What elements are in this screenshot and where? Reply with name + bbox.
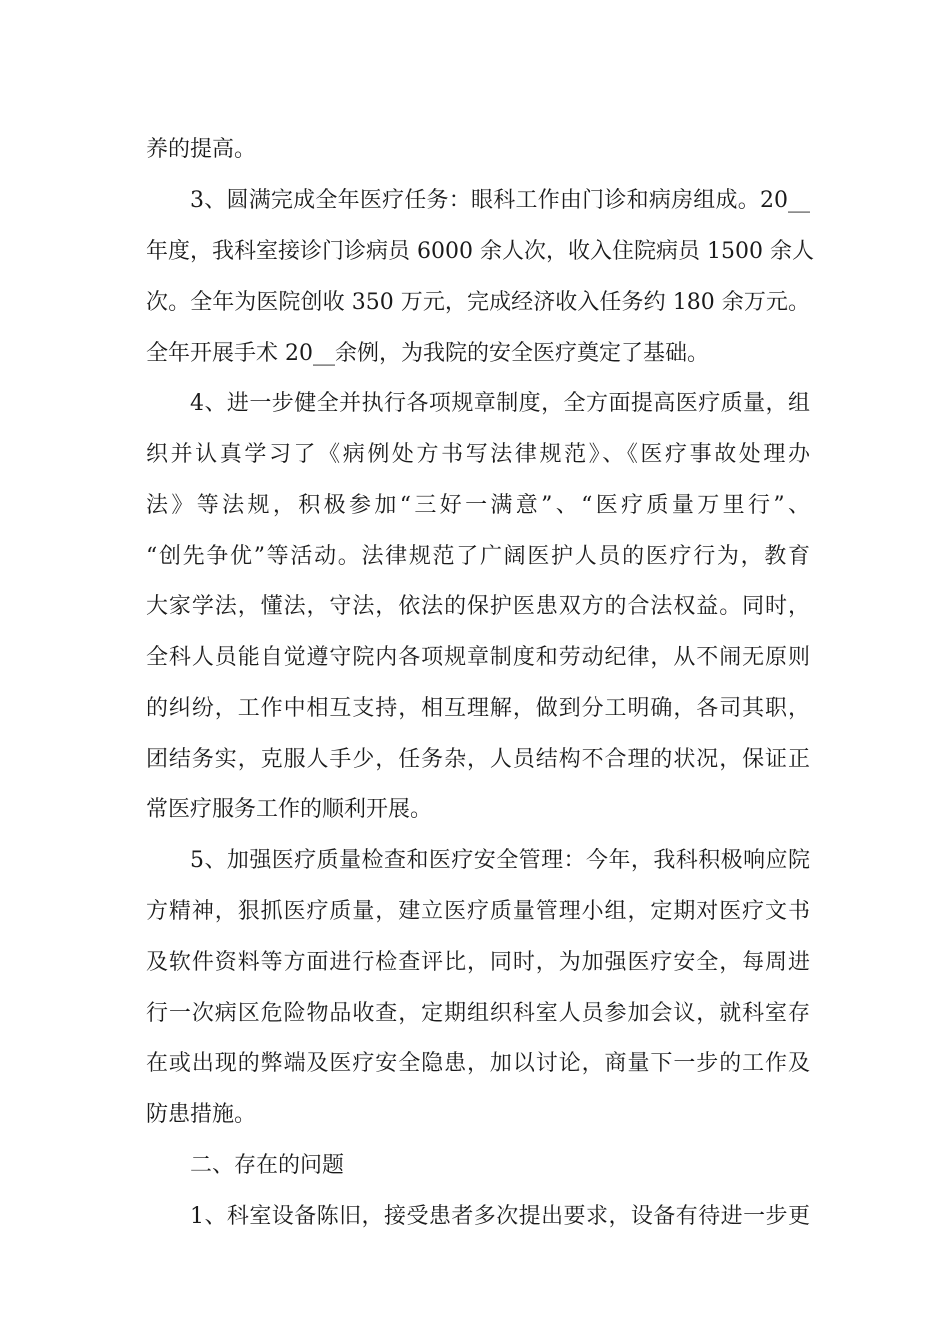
paragraph-line: 5、加强医疗质量检查和医疗安全管理：今年，我科积极响应院 [190, 848, 810, 873]
paragraph-line: 在或出现的弊端及医疗安全隐患，加以讨论，商量下一步的工作及 [146, 1051, 810, 1076]
paragraph-line: 养的提高。 [146, 137, 257, 162]
paragraph-line: 及软件资料等方面进行检查评比，同时，为加强医疗安全，每周进 [146, 950, 810, 975]
paragraph-line: 4、进一步健全并执行各项规章制度，全方面提高医疗质量，组 [190, 391, 810, 416]
paragraph-line: 法》等法规，积极参加“三好一满意”、“医疗质量万里行”、 [146, 493, 810, 518]
paragraph-line: 团结务实，克服人手少，任务杂，人员结构不合理的状况，保证正 [146, 747, 810, 772]
paragraph-line: 全年开展手术 20__余例，为我院的安全医疗奠定了基础。 [146, 341, 709, 366]
paragraph-line: 行一次病区危险物品收查，定期组织科室人员参加会议，就科室存 [146, 1001, 810, 1026]
paragraph-line: 的纠纷，工作中相互支持，相互理解，做到分工明确，各司其职， [146, 696, 810, 721]
paragraph-line: 次。全年为医院创收 350 万元，完成经济收入任务约 180 余万元。 [146, 290, 810, 315]
paragraph-line: 大家学法，懂法，守法，依法的保护医患双方的合法权益。同时， [146, 594, 810, 619]
paragraph-line: 方精神，狠抓医疗质量，建立医疗质量管理小组，定期对医疗文书 [146, 899, 810, 924]
paragraph-line: “创先争优”等活动。法律规范了广阔医护人员的医疗行为，教育 [146, 544, 810, 569]
paragraph-line: 织并认真学习了《病例处方书写法律规范》、《医疗事故处理办 [146, 442, 810, 467]
paragraph-line: 常医疗服务工作的顺利开展。 [146, 797, 433, 822]
paragraph-line: 年度，我科室接诊门诊病员 6000 余人次，收入住院病员 1500 余人 [146, 239, 814, 264]
paragraph-line: 防患措施。 [146, 1102, 257, 1127]
paragraph-line: 1、科室设备陈旧，接受患者多次提出要求，设备有待进一步更 [190, 1204, 810, 1229]
paragraph-line: 全科人员能自觉遵守院内各项规章制度和劳动纪律，从不闹无原则 [146, 645, 810, 670]
section-heading: 二、存在的问题 [190, 1153, 345, 1178]
paragraph-line: 3、圆满完成全年医疗任务：眼科工作由门诊和病房组成。20__ [190, 188, 810, 213]
